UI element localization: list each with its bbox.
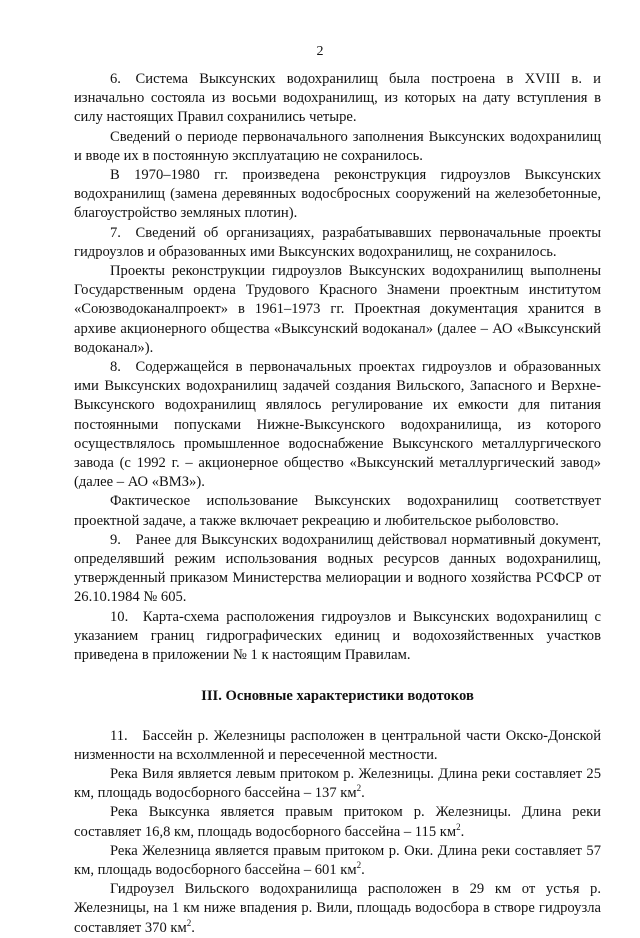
- paragraph: Река Выксунка является правым притоком р. Железницы. Длина реки составляет 16,8 км, площадь водосборного бассейна – 115 $км^2$.: [74, 804, 601, 840]
- paragraph: Гидроузел Вильского водохранилища расположен в 29 км от устья р. Железницы, на 1 км ниже впадения р. Вили, площадь водосбора в створе гидроузла составляет 370 $км^2$.: [74, 881, 601, 936]
- superscript: 2: [356, 783, 362, 794]
- paragraph: Фактическое использование Выксунских водохранилищ соответствует проектной задаче, а также включает рекреацию и любительское рыболовство.: [74, 493, 601, 529]
- paragraph: 9. Ранее для Выксунских водохранилищ действовал нормативный документ, определявший режим использования водных ресурсов данных водохранилищ, утвержденный приказом Министерства мелиорации и водного хозяйства РСФСР от 26.10.1984 № 605.: [74, 531, 601, 606]
- paragraph: 7. Сведений об организациях, разрабатывавших первоначальные проекты гидроузлов и образованных ими Выксунских водохранилищ, не сохранилось.: [74, 224, 601, 260]
- paragraph: Река Виля является левым притоком р. Железницы. Длина реки составляет 25 км, площадь водосборного бассейна – 137 $км^2$.: [74, 765, 601, 802]
- superscript: 2: [186, 917, 192, 928]
- paragraph: Река Железница является правым притоком р. Оки. Длина реки составляет 57 км, площадь водосборного бассейна – 601 $км^2$.: [74, 842, 601, 878]
- paragraph: Сведений о периоде первоначального заполнения Выксунских водохранилищ и вводе их в постоянную эксплуатацию не сохранилось.: [74, 128, 601, 164]
- paragraph: Проекты реконструкции гидроузлов Выксунских водохранилищ выполнены Государственным ордена Трудового Красного Знамени проектным институтом «Союзводоканалпроект» в 1961–1973 гг. Проектная документация хранится в архиве акционерного общества «Выксунский водоканал» (далее – АО «Выксунский водоканал»).: [74, 263, 601, 356]
- paragraph: 8. Содержащейся в первоначальных проектах гидроузлов и образованных ими Выксунских водохранилищ задачей создания Вильского, Запасного и Верхне-Выксунского водохранилищ являлось регулирование их емкости для питания постоянными попусками Нижне-Выксунского водохранилища, из которого осуществлялось промышленное водоснабжение Выксунского металлургического завода (с 1992 г. – акционерное общество «Выксунский металлургический завод» (далее – АО «ВМЗ»).: [74, 359, 601, 491]
- superscript: 2: [456, 821, 461, 832]
- section-heading: III. Основные характеристики водотоков: [201, 688, 474, 705]
- paragraph: 6. Система Выксунских водохранилищ была построена в XVIII в. и изначально состояла из восьми водохранилищ, из которых на дату вступления в силу настоящих Правил сохранились четыре.: [74, 71, 601, 126]
- superscript: 2: [356, 860, 362, 871]
- paragraph: 10. Карта-схема расположения гидроузлов и Выксунских водохранилищ с указанием границ гидрографических единиц и водохозяйственных участков приведена в приложении № 1 к настоящим Правилам.: [74, 608, 601, 664]
- paragraph: 11. Бассейн р. Железницы расположен в центральной части Окско-Донской низменности на всхолмленной и пересеченной местности.: [74, 727, 601, 763]
- paragraph: В 1970–1980 гг. произведена реконструкция гидроузлов Выксунских водохранилищ (замена деревянных водосбросных сооружений на железобетонные, благоустройство земляных плотин).: [74, 167, 601, 222]
- paragraphs-after: [74, 727, 601, 938]
- paragraphs-before: [74, 70, 601, 665]
- page-number: 2: [316, 44, 324, 59]
- document-body: [74, 70, 601, 938]
